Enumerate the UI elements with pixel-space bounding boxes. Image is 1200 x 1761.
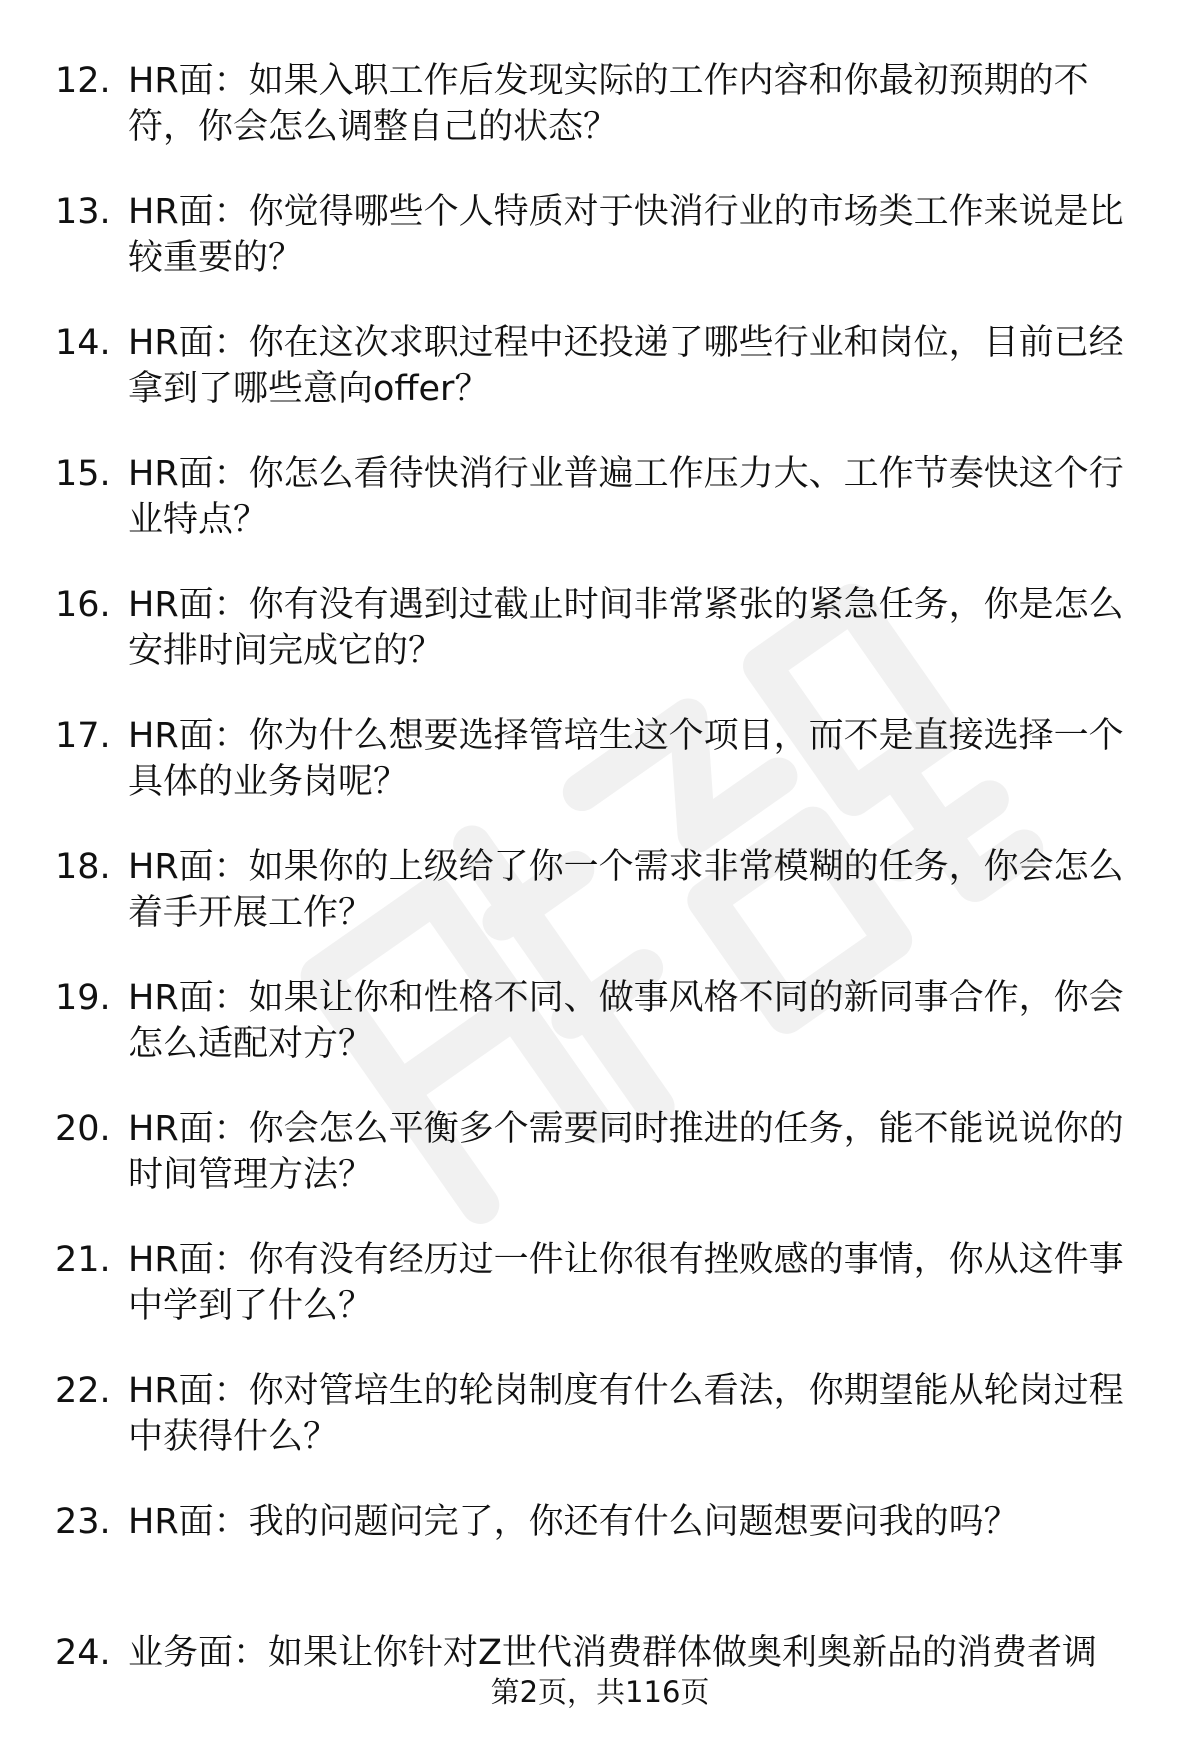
question-number: 16. (55, 585, 111, 625)
question-number: 24. (55, 1633, 111, 1673)
question-text: HR面：你为什么想要选择管培生这个项目，而不是直接选择一个具体的业务岗呢？ (128, 716, 1124, 802)
question-number: 12. (55, 61, 111, 101)
question-number: 13. (55, 192, 111, 232)
question-text: HR面：我的问题问完了，你还有什么问题想要问我的吗？ (128, 1502, 1019, 1542)
question-number: 22. (55, 1371, 111, 1411)
question-number: 18. (55, 847, 111, 887)
question-item (0, 582, 1200, 713)
question-item (0, 1499, 1200, 1630)
question-text: HR面：你对管培生的轮岗制度有什么看法，你期望能从轮岗过程中获得什么？ (128, 1371, 1124, 1457)
question-item (0, 975, 1200, 1106)
question-item (0, 189, 1200, 320)
question-number: 14. (55, 323, 111, 363)
question-item (0, 1368, 1200, 1499)
question-number: 19. (55, 978, 111, 1018)
page-footer: 第2页，共116页 (490, 1675, 710, 1709)
question-item (0, 1237, 1200, 1368)
question-number: 23. (55, 1502, 111, 1542)
question-item (0, 1106, 1200, 1237)
question-text: 业务面：如果让你针对Z世代消费群体做奥利奥新品的消费者调 (128, 1633, 1097, 1673)
question-text: HR面：你怎么看待快消行业普遍工作压力大、工作节奏快这个行业特点？ (128, 454, 1124, 540)
question-text: HR面：如果入职工作后发现实际的工作内容和你最初预期的不符，你会怎么调整自己的状态？ (128, 61, 1089, 147)
question-text: HR面：如果让你和性格不同、做事风格不同的新同事合作，你会怎么适配对方？ (128, 978, 1124, 1064)
question-text: HR面：你有没有经历过一件让你很有挫败感的事情，你从这件事中学到了什么？ (128, 1240, 1124, 1326)
question-number: 20. (55, 1109, 111, 1149)
question-text: HR面：你在这次求职过程中还投递了哪些行业和岗位，目前已经拿到了哪些意向offer？ (128, 323, 1124, 409)
question-text: HR面：你有没有遇到过截止时间非常紧张的紧急任务，你是怎么安排时间完成它的？ (128, 585, 1124, 671)
question-item (0, 451, 1200, 582)
question-number: 15. (55, 454, 111, 494)
question-text: HR面：如果你的上级给了你一个需求非常模糊的任务，你会怎么着手开展工作？ (128, 847, 1124, 933)
question-text: HR面：你觉得哪些个人特质对于快消行业的市场类工作来说是比较重要的？ (128, 192, 1124, 278)
question-number: 17. (55, 716, 111, 756)
question-item (0, 320, 1200, 451)
question-number: 21. (55, 1240, 111, 1280)
question-list (0, 58, 1200, 1761)
question-text: HR面：你会怎么平衡多个需要同时推进的任务，能不能说说你的时间管理方法？ (128, 1109, 1124, 1195)
question-item (0, 58, 1200, 189)
question-item (0, 713, 1200, 844)
question-item (0, 844, 1200, 975)
